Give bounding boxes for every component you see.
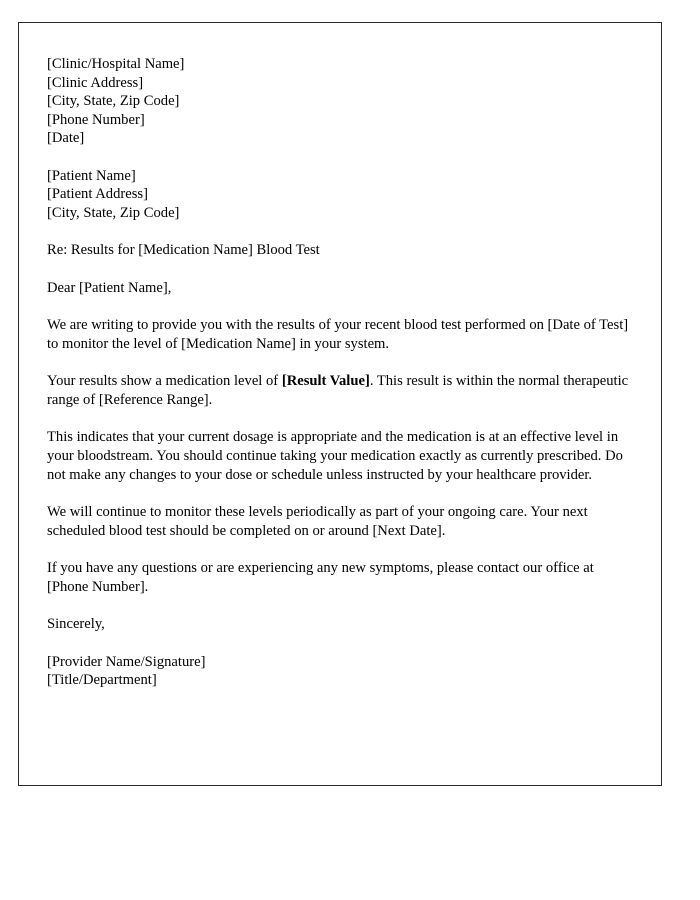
spacer-after-paragraph-5 bbox=[47, 596, 633, 615]
recipient-line-city-state-zip: [City, State, Zip Code] bbox=[47, 204, 180, 221]
spacer-after-paragraph-3 bbox=[47, 484, 633, 503]
paragraph-test-summary: We are writing to provide you with the results of your recent blood test performed on [Date of Test] to monitor the level of [Medication Name] in your system. bbox=[47, 317, 629, 352]
sender-line-city-state-zip: [City, State, Zip Code] bbox=[47, 93, 180, 110]
sender-address-block bbox=[47, 55, 633, 148]
result-text-trail: . This result is within the normal therapeutic range of [Reference Range]. bbox=[47, 373, 629, 408]
paragraph-dosage-guidance: This indicates that your current dosage is appropriate and the medication is at an effective level in your bloodstream. You should continue taking your medication exactly as currently prescribed. Do not make any changes to your dose or schedule unless instructed by your healthcare provider. bbox=[47, 429, 623, 483]
spacer-after-sender bbox=[47, 148, 633, 167]
recipient-address-block bbox=[47, 167, 633, 223]
sender-line-date: [Date] bbox=[47, 130, 85, 147]
spacer-after-paragraph-4 bbox=[47, 540, 633, 559]
signature-line-provider: [Provider Name/Signature] bbox=[47, 653, 206, 670]
spacer-after-closing bbox=[47, 634, 633, 653]
result-text-lead: Your results show a medication level of bbox=[47, 373, 282, 390]
letter-content bbox=[19, 23, 661, 690]
spacer-after-paragraph-2 bbox=[47, 409, 633, 428]
paragraph-contact-info: If you have any questions or are experiencing any new symptoms, please contact our office at [Phone Number]. bbox=[47, 560, 594, 595]
result-value: [Result Value] bbox=[281, 373, 370, 390]
letter-page bbox=[18, 22, 662, 786]
signature-block bbox=[47, 653, 633, 690]
spacer-after-recipient bbox=[47, 222, 633, 241]
recipient-line-address: [Patient Address] bbox=[47, 186, 148, 203]
spacer-after-subject bbox=[47, 260, 633, 279]
subject-line: Re: Results for [Medication Name] Blood Test bbox=[47, 242, 320, 259]
closing: Sincerely, bbox=[47, 616, 105, 633]
spacer-after-paragraph-1 bbox=[47, 353, 633, 372]
sender-line-clinic-name: [Clinic/Hospital Name] bbox=[47, 56, 185, 72]
spacer-after-salutation bbox=[47, 297, 633, 316]
paragraph-monitoring-plan: We will continue to monitor these levels periodically as part of your ongoing care. Your next scheduled blood test should be completed on or around [Next Date]. bbox=[47, 504, 588, 539]
recipient-line-name: [Patient Name] bbox=[47, 167, 136, 184]
sender-line-address: [Clinic Address] bbox=[47, 74, 144, 91]
salutation: Dear [Patient Name], bbox=[47, 279, 172, 296]
sender-line-phone: [Phone Number] bbox=[47, 111, 145, 128]
paragraph-result-value bbox=[47, 372, 633, 409]
signature-line-title: [Title/Department] bbox=[47, 672, 157, 689]
